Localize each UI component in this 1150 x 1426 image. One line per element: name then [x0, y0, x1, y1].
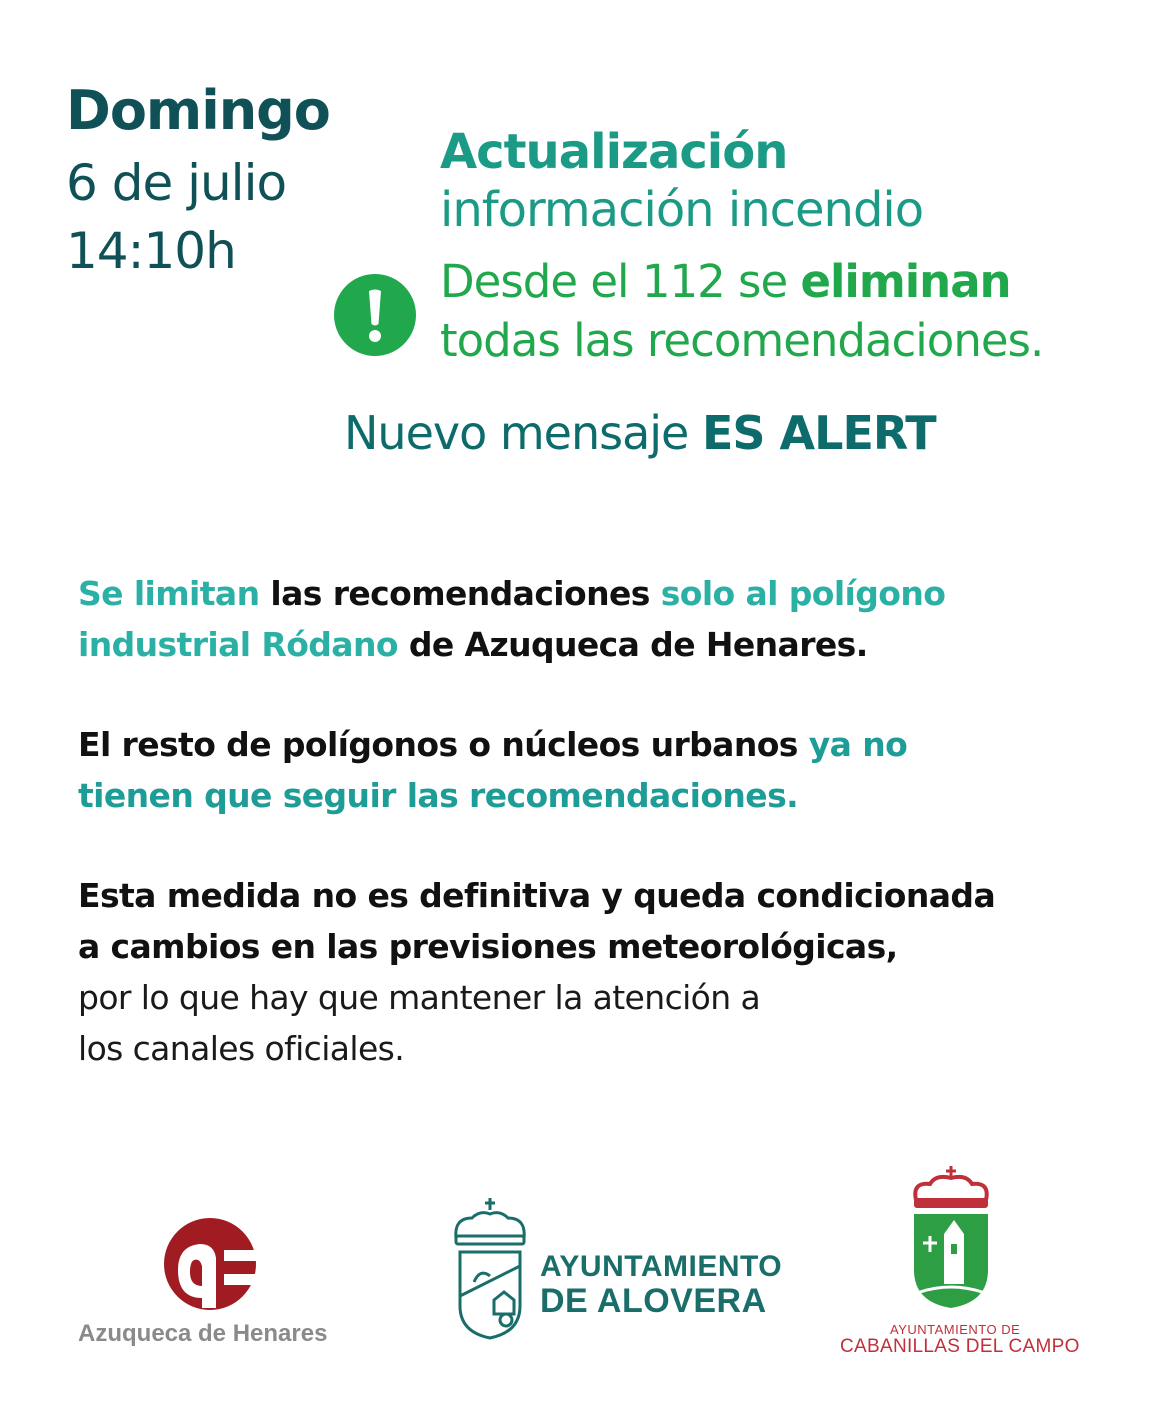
paragraph-limits	[78, 568, 945, 670]
p3-l2: a cambios en las previsiones meteorológicas,	[78, 927, 898, 966]
update-title: Actualización	[440, 124, 788, 180]
p3-l4: los canales oficiales.	[78, 1029, 405, 1068]
p3-l3: por lo que hay que mantener la atención a	[78, 978, 761, 1017]
p1-c: solo al polígono	[660, 574, 946, 613]
p2-a: El resto de polígonos o núcleos urbanos	[78, 725, 809, 764]
azuqueca-logo-text: Azuqueca de Henares	[78, 1320, 328, 1347]
p1-b: las recomendaciones	[259, 574, 661, 613]
update-subtitle: información incendio	[440, 182, 924, 238]
p1-d: industrial Ródano	[78, 625, 398, 664]
paragraph-rest	[78, 719, 907, 821]
alert-line-1-text: Desde el 112 se	[440, 255, 801, 308]
alert-line-2: todas las recomendaciones.	[440, 314, 1044, 367]
p2-b: ya no	[808, 725, 908, 764]
cabanillas-logo-line-2: CABANILLAS DEL CAMPO	[840, 1336, 1080, 1357]
es-alert-bold: ES ALERT	[701, 406, 936, 460]
p3-l1: Esta medida no es definitiva y queda condicionada	[78, 876, 996, 915]
exclamation-circle-icon	[334, 274, 416, 356]
date-time: 14:10h	[66, 222, 236, 280]
p2-c: tienen que seguir las recomendaciones.	[78, 776, 799, 815]
alert-line-1-bold: eliminan	[800, 255, 1011, 308]
es-alert-prefix: Nuevo mensaje	[344, 406, 702, 460]
alovera-logo-line-1: AYUNTAMIENTO	[540, 1250, 783, 1283]
date-day: Domingo	[66, 79, 330, 142]
p1-e: de Azuqueca de Henares.	[397, 625, 868, 664]
alert-line-1	[440, 255, 1011, 308]
alovera-coat-of-arms-icon	[446, 1196, 534, 1342]
paragraph-measure	[78, 870, 995, 1074]
cabanillas-coat-of-arms-icon	[906, 1166, 996, 1314]
alovera-logo-line-2: DE ALOVERA	[540, 1282, 767, 1320]
cabanillas-logo-line-1: AYUNTAMIENTO DE	[890, 1322, 1021, 1337]
p1-a: Se limitan	[78, 574, 260, 613]
es-alert-heading	[344, 406, 936, 460]
date-date: 6 de julio	[66, 154, 287, 212]
